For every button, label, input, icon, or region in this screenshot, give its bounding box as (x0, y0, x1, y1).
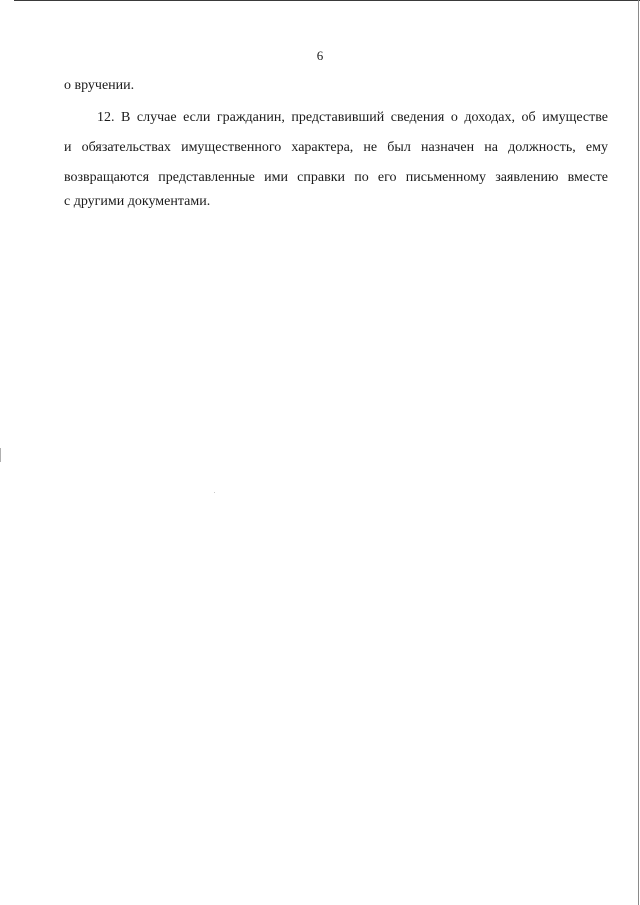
scan-border-top (14, 0, 640, 1)
scan-mark (0, 448, 1, 462)
scan-speck (214, 492, 215, 493)
text-line: 12. В случае если гражданин, представивший сведения о доходах, об имуществе (97, 110, 608, 125)
text-line: возвращаются представленные ими справки по его письменному заявлению вместе (64, 170, 608, 185)
scan-border-right (638, 0, 639, 905)
text-line: о вручении. (64, 78, 135, 93)
text-line: и обязательствах имущественного характера, не был назначен на должность, ему (64, 140, 608, 155)
text-line: с другими документами. (64, 194, 211, 209)
page-number: 6 (316, 48, 324, 63)
